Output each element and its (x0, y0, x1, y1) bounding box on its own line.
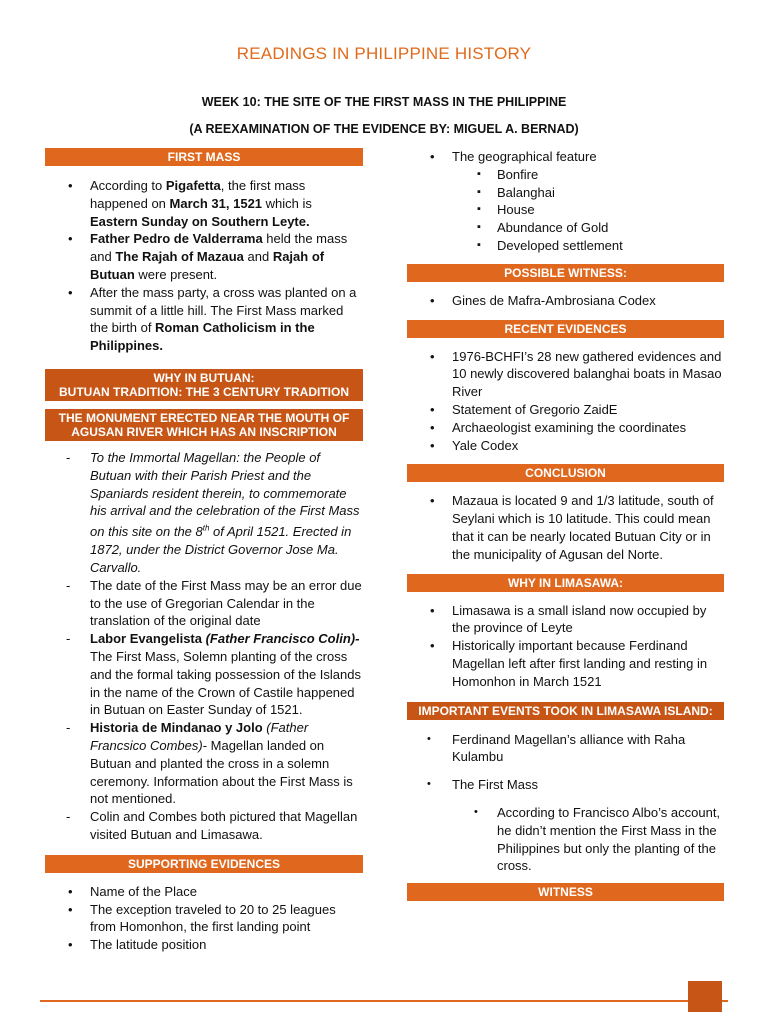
footer-accent-block (688, 981, 722, 1012)
list-item: ▪ House (407, 201, 724, 219)
recent-evidences-heading: RECENT EVIDENCES (407, 320, 724, 338)
events-list (407, 731, 724, 794)
list-item: • The exception traveled to 20 to 25 leagues from Homonhon, the first landing point (45, 901, 363, 937)
page-header: READINGS IN PHILIPPINE HISTORY (236, 44, 532, 63)
list-item: ▪ Abundance of Gold (407, 219, 724, 237)
possible-witness-heading: POSSIBLE WITNESS: (407, 264, 724, 282)
conclusion-heading: CONCLUSION (407, 464, 724, 482)
conclusion-list (407, 492, 724, 563)
list-item: • Gines de Mafra-Ambrosiana Codex (407, 292, 724, 310)
why-butuan-heading: WHY IN BUTUAN: BUTUAN TRADITION: THE 3 CENTURY TRADITION (45, 369, 363, 401)
list-item: • Yale Codex (407, 437, 724, 455)
list-item: • Archaeologist examining the coordinates (407, 419, 724, 437)
monument-list (45, 449, 363, 844)
list-item: - Historia de Mindanao y Jolo (Father Francsico Combes)- Magellan landed on Butuan and planted the cross in a solemn ceremony. Information about the First Mass is not mentioned. (45, 719, 363, 808)
list-item: • According to Pigafetta, the first mass happened on March 31, 1521 which is Eastern Sunday on Southern Leyte. (45, 177, 363, 230)
footer-divider (40, 1000, 728, 1002)
right-column (407, 148, 724, 901)
events-sublist (407, 804, 724, 875)
list-item: - Labor Evangelista (Father Francisco Colin)- The First Mass, Solemn planting of the cross and the formal taking possession of the Islands in the name of the Crown of Castile happened in Butuan on Easter Sunday of 1521. (45, 630, 363, 719)
monument-heading: THE MONUMENT ERECTED NEAR THE MOUTH OF AGUSAN RIVER WHICH HAS AN INSCRIPTION (45, 409, 363, 441)
supporting-list (45, 883, 363, 954)
list-item: • According to Francisco Albo’s account, he didn’t mention the First Mass in the Philippines but only the planting of the cross. (407, 804, 724, 875)
list-item: ▪ Balanghai (407, 184, 724, 202)
geo-list (407, 148, 724, 166)
list-item: • Ferdinand Magellan’s alliance with Raha Kulambu (407, 731, 724, 767)
limasawa-list (407, 602, 724, 691)
list-item: ▪ Developed settlement (407, 237, 724, 255)
left-column (45, 148, 363, 954)
geo-sublist (407, 166, 724, 255)
list-item: - The date of the First Mass may be an error due to the use of Gregorian Calendar in the translation of the original date (45, 577, 363, 630)
witness-list (407, 292, 724, 310)
list-item: • The First Mass (407, 776, 724, 794)
list-item: • 1976-BCHFI’s 28 new gathered evidences and 10 newly discovered balanghai boats in Masao River (407, 348, 724, 401)
list-item: ▪ Bonfire (407, 166, 724, 184)
list-item: - Colin and Combes both pictured that Magellan visited Butuan and Limasawa. (45, 808, 363, 844)
list-item: • The geographical feature (407, 148, 724, 166)
list-item: • Name of the Place (45, 883, 363, 901)
doc-subtitle: (A REEXAMINATION OF THE EVIDENCE BY: MIGUEL A. BERNAD) (189, 122, 579, 136)
witness-heading: WITNESS (407, 883, 724, 901)
first-mass-list (45, 177, 363, 355)
list-item: - To the Immortal Magellan: the People of Butuan with their Parish Priest and the Spaniards resident therein, to commemorate his arrival and the celebration of the First Mass on this site on the 8th of April 1521. Erected in 1872, under the District Governor Jose Ma. Carvallo. (45, 449, 363, 577)
week-title: WEEK 10: THE SITE OF THE FIRST MASS IN THE PHILIPPINE (201, 95, 567, 109)
first-mass-heading: FIRST MASS (45, 148, 363, 166)
list-item: • Mazaua is located 9 and 1/3 latitude, south of Seylani which is 10 latitude. This could mean that it can be nearly located Butuan City or in the municipality of Agusan del Norte. (407, 492, 724, 563)
why-limasawa-heading: WHY IN LIMASAWA: (407, 574, 724, 592)
list-item: • Limasawa is a small island now occupied by the province of Leyte (407, 602, 724, 638)
list-item: • Historically important because Ferdinand Magellan left after first landing and resting in Homonhon in March 1521 (407, 637, 724, 690)
list-item: • After the mass party, a cross was planted on a summit of a little hill. The First Mass marked the birth of Roman Catholicism in the Philippines. (45, 284, 363, 355)
list-item: • Statement of Gregorio ZaidE (407, 401, 724, 419)
list-item: • The latitude position (45, 936, 363, 954)
list-item: • Father Pedro de Valderrama held the mass and The Rajah of Mazaua and Rajah of Butuan were present. (45, 230, 363, 283)
important-events-heading: IMPORTANT EVENTS TOOK IN LIMASAWA ISLAND: (407, 702, 724, 720)
recent-list (407, 348, 724, 455)
supporting-heading: SUPPORTING EVIDENCES (45, 855, 363, 873)
